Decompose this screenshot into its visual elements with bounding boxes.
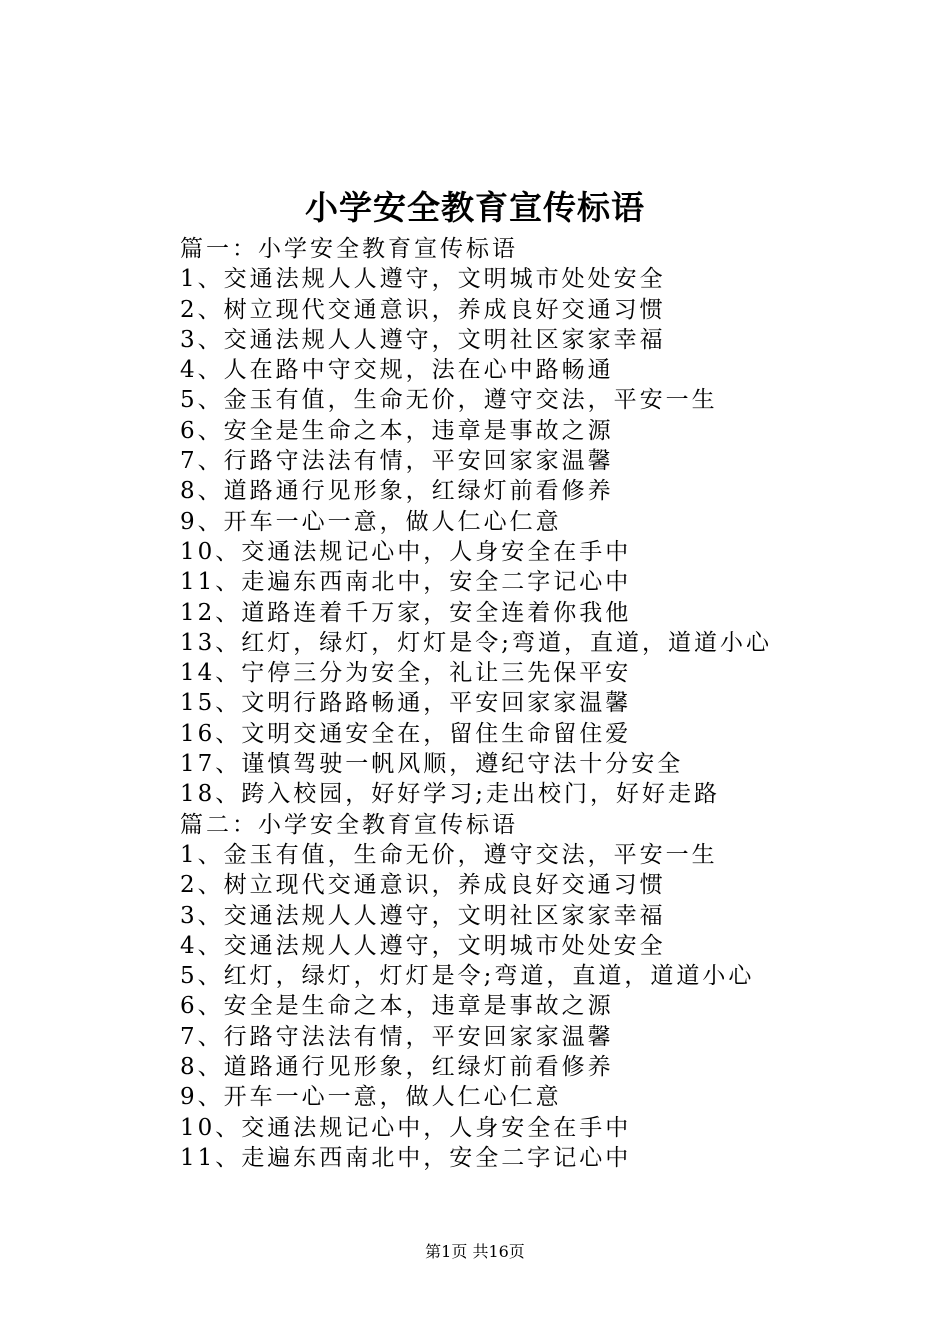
- slogan-line: 14、宁停三分为安全，礼让三先保平安: [180, 660, 632, 687]
- slogan-line: 5、红灯，绿灯，灯灯是令;弯道，直道，道道小心: [180, 963, 755, 990]
- slogan-line: 10、交通法规记心中，人身安全在手中: [180, 1114, 632, 1141]
- slogan-line: 12、道路连着千万家，安全连着你我他: [180, 599, 632, 626]
- slogan-line: 6、安全是生命之本，违章是事故之源: [180, 417, 614, 444]
- slogan-line: 4、人在路中守交规，法在心中路畅通: [180, 357, 614, 384]
- slogan-line: 2、树立现代交通意识，养成良好交通习惯: [180, 872, 666, 899]
- slogan-line: 9、开车一心一意，做人仁心仁意: [180, 508, 562, 535]
- slogan-line: 3、交通法规人人遵守，文明社区家家幸福: [180, 326, 666, 353]
- slogan-line: 17、谨慎驾驶一帆风顺，遵纪守法十分安全: [180, 751, 684, 778]
- document-title: 小学安全教育宣传标语: [305, 188, 645, 227]
- slogan-line: 16、文明交通安全在，留住生命留住爱: [180, 720, 632, 747]
- slogan-line: 8、道路通行见形象，红绿灯前看修养: [180, 1054, 614, 1081]
- slogan-line: 11、走遍东西南北中，安全二字记心中: [180, 1144, 632, 1171]
- slogan-line: 18、跨入校园，好好学习;走出校门，好好走路: [180, 781, 721, 808]
- page-number-footer: 第1页 共16页: [425, 1242, 525, 1261]
- slogan-line: 15、文明行路路畅通，平安回家家温馨: [180, 690, 632, 717]
- slogan-line: 1、交通法规人人遵守，文明城市处处安全: [180, 266, 666, 293]
- slogan-line: 2、树立现代交通意识，养成良好交通习惯: [180, 296, 666, 323]
- section-heading: 篇一：小学安全教育宣传标语: [180, 236, 518, 262]
- slogan-line: 3、交通法规人人遵守，文明社区家家幸福: [180, 902, 666, 929]
- slogan-line: 13、红灯，绿灯，灯灯是令;弯道，直道，道道小心: [180, 629, 773, 656]
- slogan-line: 8、道路通行见形象，红绿灯前看修养: [180, 478, 614, 505]
- slogan-line: 7、行路守法法有情，平安回家家温馨: [180, 1023, 614, 1050]
- slogan-line: 6、安全是生命之本，违章是事故之源: [180, 993, 614, 1020]
- slogan-line: 11、走遍东西南北中，安全二字记心中: [180, 569, 632, 596]
- slogan-line: 9、开车一心一意，做人仁心仁意: [180, 1084, 562, 1111]
- slogan-line: 4、交通法规人人遵守，文明城市处处安全: [180, 932, 666, 959]
- slogan-line: 1、金玉有值，生命无价，遵守交法，平安一生: [180, 841, 718, 868]
- section-heading: 篇二：小学安全教育宣传标语: [180, 811, 518, 838]
- slogan-line: 5、金玉有值，生命无价，遵守交法，平安一生: [180, 387, 718, 414]
- slogan-line: 7、行路守法法有情，平安回家家温馨: [180, 448, 614, 475]
- document-body: [180, 234, 880, 1173]
- slogan-line: 10、交通法规记心中，人身安全在手中: [180, 538, 632, 565]
